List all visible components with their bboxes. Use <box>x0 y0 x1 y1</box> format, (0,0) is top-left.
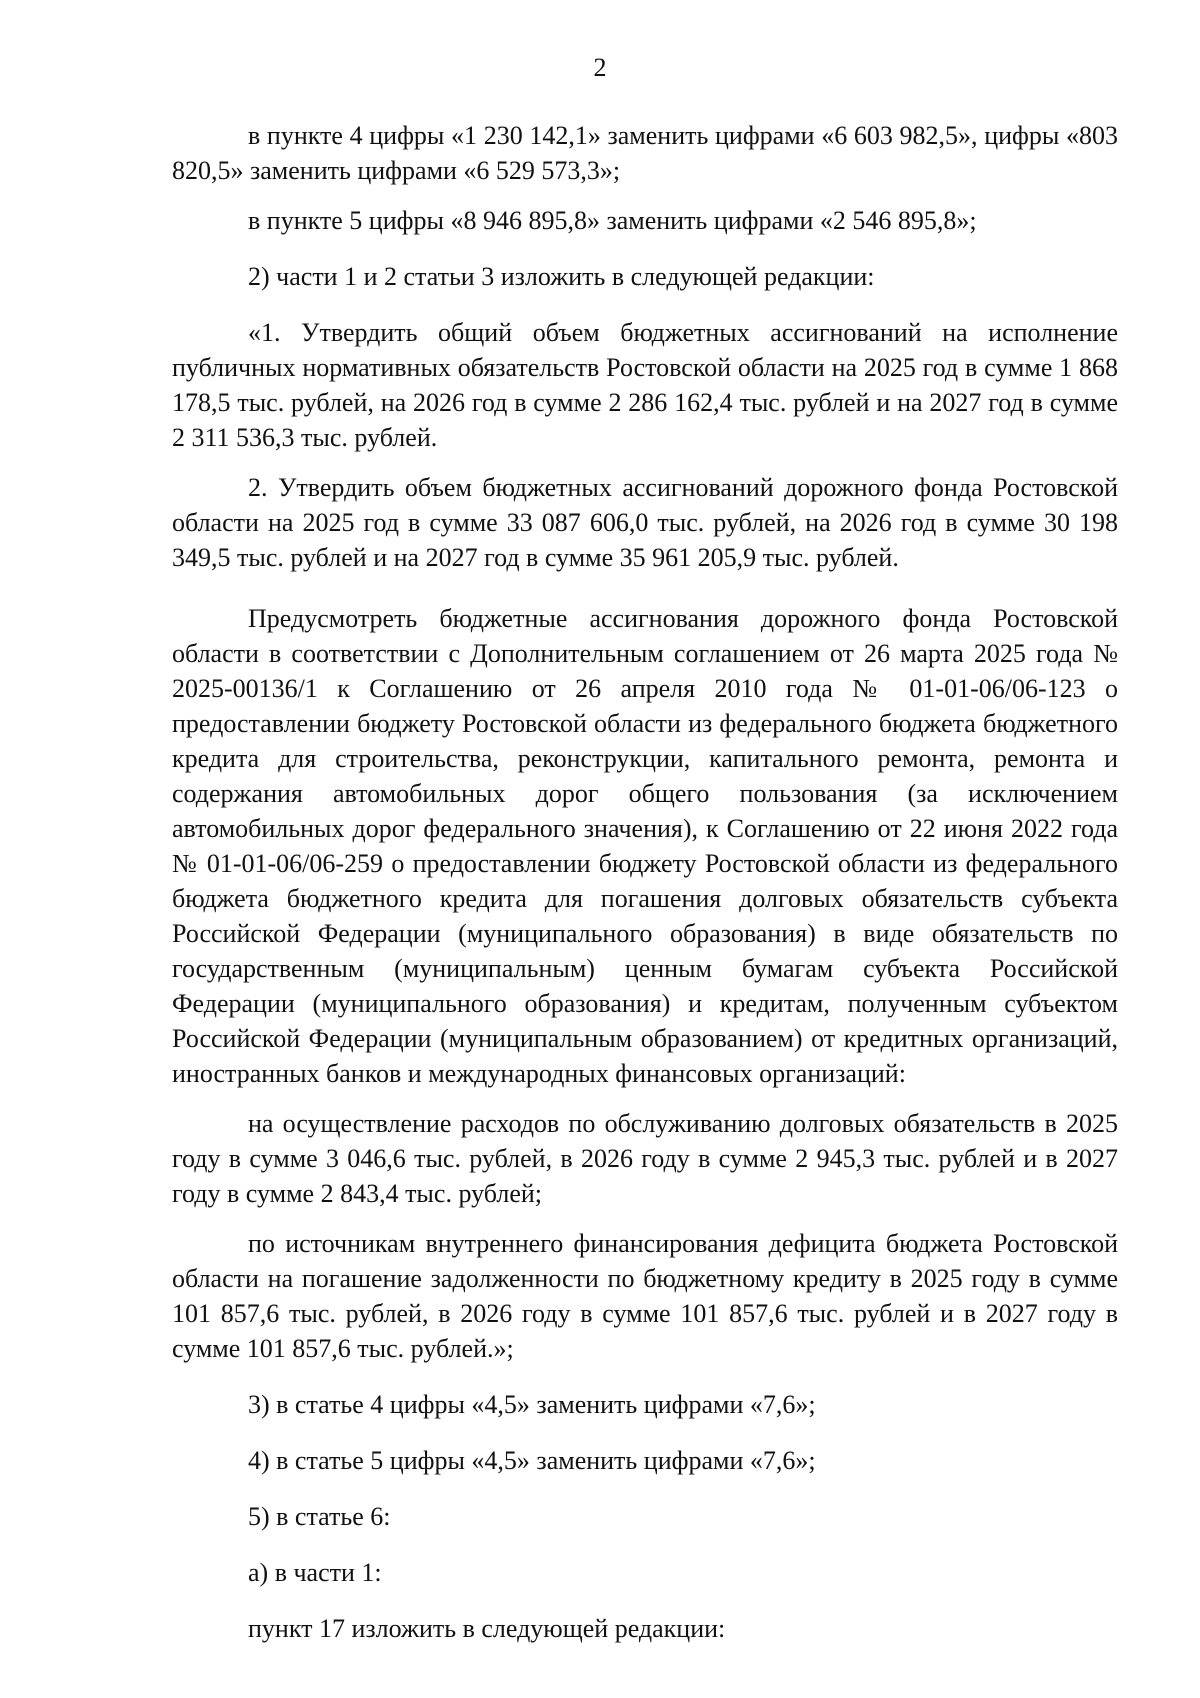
paragraph-internal-financing-sources: по источникам внутреннего финансирования дефицита бюджета Ростовской области на погашение задолженности по бюджетному кредиту в 2025 году в сумме 101 857,6 тыс. рублей, в 2026 году в сумме 101 857,6 тыс. рублей и в 2027 году в сумме 101 857,6 тыс. рублей.»; <box>172 1229 1118 1363</box>
document-body <box>172 118 1118 1667</box>
paragraph-part-1-heading: а) в части 1: <box>248 1558 382 1587</box>
paragraph-article-6-heading: 5) в статье 6: <box>248 1502 391 1531</box>
paragraph-debt-service-expenses: на осуществление расходов по обслуживанию долговых обязательств в 2025 году в сумме 3 046,6 тыс. рублей, в 2026 году в сумме 2 945,3 тыс. рублей и в 2027 году в сумме 2 843,4 тыс. рублей; <box>172 1109 1118 1208</box>
paragraph-road-fund-allocations: Предусмотреть бюджетные ассигнования дорожного фонда Ростовской области в соответствии с Дополнительным соглашением от 26 марта 2025 года № 2025-00136/1 к Соглашению от 26 апреля 2010 года № 01-01-06/06-123 о предоставлении бюджету Ростовской области из федерального бюджета бюджетного кредита для строительства, реконструкции, капитального ремонта, ремонта и содержания автомобильных дорог общего пользования (за исключением автомобильных дорог федерального значения), к Соглашению от 22 июня 2022 года № 01-01-06/06-259 о предоставлении бюджету Ростовской области из федерального бюджета бюджетного кредита для погашения долговых обязательств субъекта Российской Федерации (муниципального образования) в виде обязательств по государственным (муниципальным) ценным бумагам субъекта Российской Федерации (муниципального образования) и кредитам, полученным субъектом Российской Федерации (муниципальным образованием) от кредитных организаций, иностранных банков и международных финансовых организаций: <box>172 604 1118 1088</box>
paragraph-road-fund-volume: 2. Утвердить объем бюджетных ассигнований дорожного фонда Ростовской области на 2025 год в сумме 33 087 606,0 тыс. рублей, на 2026 год в сумме 30 198 349,5 тыс. рублей и на 2027 год в сумме 35 961 205,9 тыс. рублей. <box>172 473 1118 572</box>
paragraph-article-4-replacement: 3) в статье 4 цифры «4,5» заменить цифрами «7,6»; <box>248 1390 816 1419</box>
paragraph-point-5-replacement: в пункте 5 цифры «8 946 895,8» заменить цифрами «2 546 895,8»; <box>248 206 977 235</box>
paragraph-article-5-replacement: 4) в статье 5 цифры «4,5» заменить цифрами «7,6»; <box>248 1446 816 1475</box>
paragraph-point-17-heading: пункт 17 изложить в следующей редакции: <box>248 1614 726 1643</box>
paragraph-point-4-replacement: в пункте 4 цифры «1 230 142,1» заменить цифрами «6 603 982,5», цифры «803 820,5» заменить цифрами «6 529 573,3»; <box>172 121 1118 185</box>
page-number: 2 <box>593 53 607 82</box>
paragraph-article-3-amendment: 2) части 1 и 2 статьи 3 изложить в следующей редакции: <box>248 262 875 291</box>
paragraph-public-obligations: «1. Утвердить общий объем бюджетных ассигнований на исполнение публичных нормативных обязательств Ростовской области на 2025 год в сумме 1 868 178,5 тыс. рублей, на 2026 год в сумме 2 286 162,4 тыс. рублей и на 2027 год в сумме 2 311 536,3 тыс. рублей. <box>172 318 1118 452</box>
